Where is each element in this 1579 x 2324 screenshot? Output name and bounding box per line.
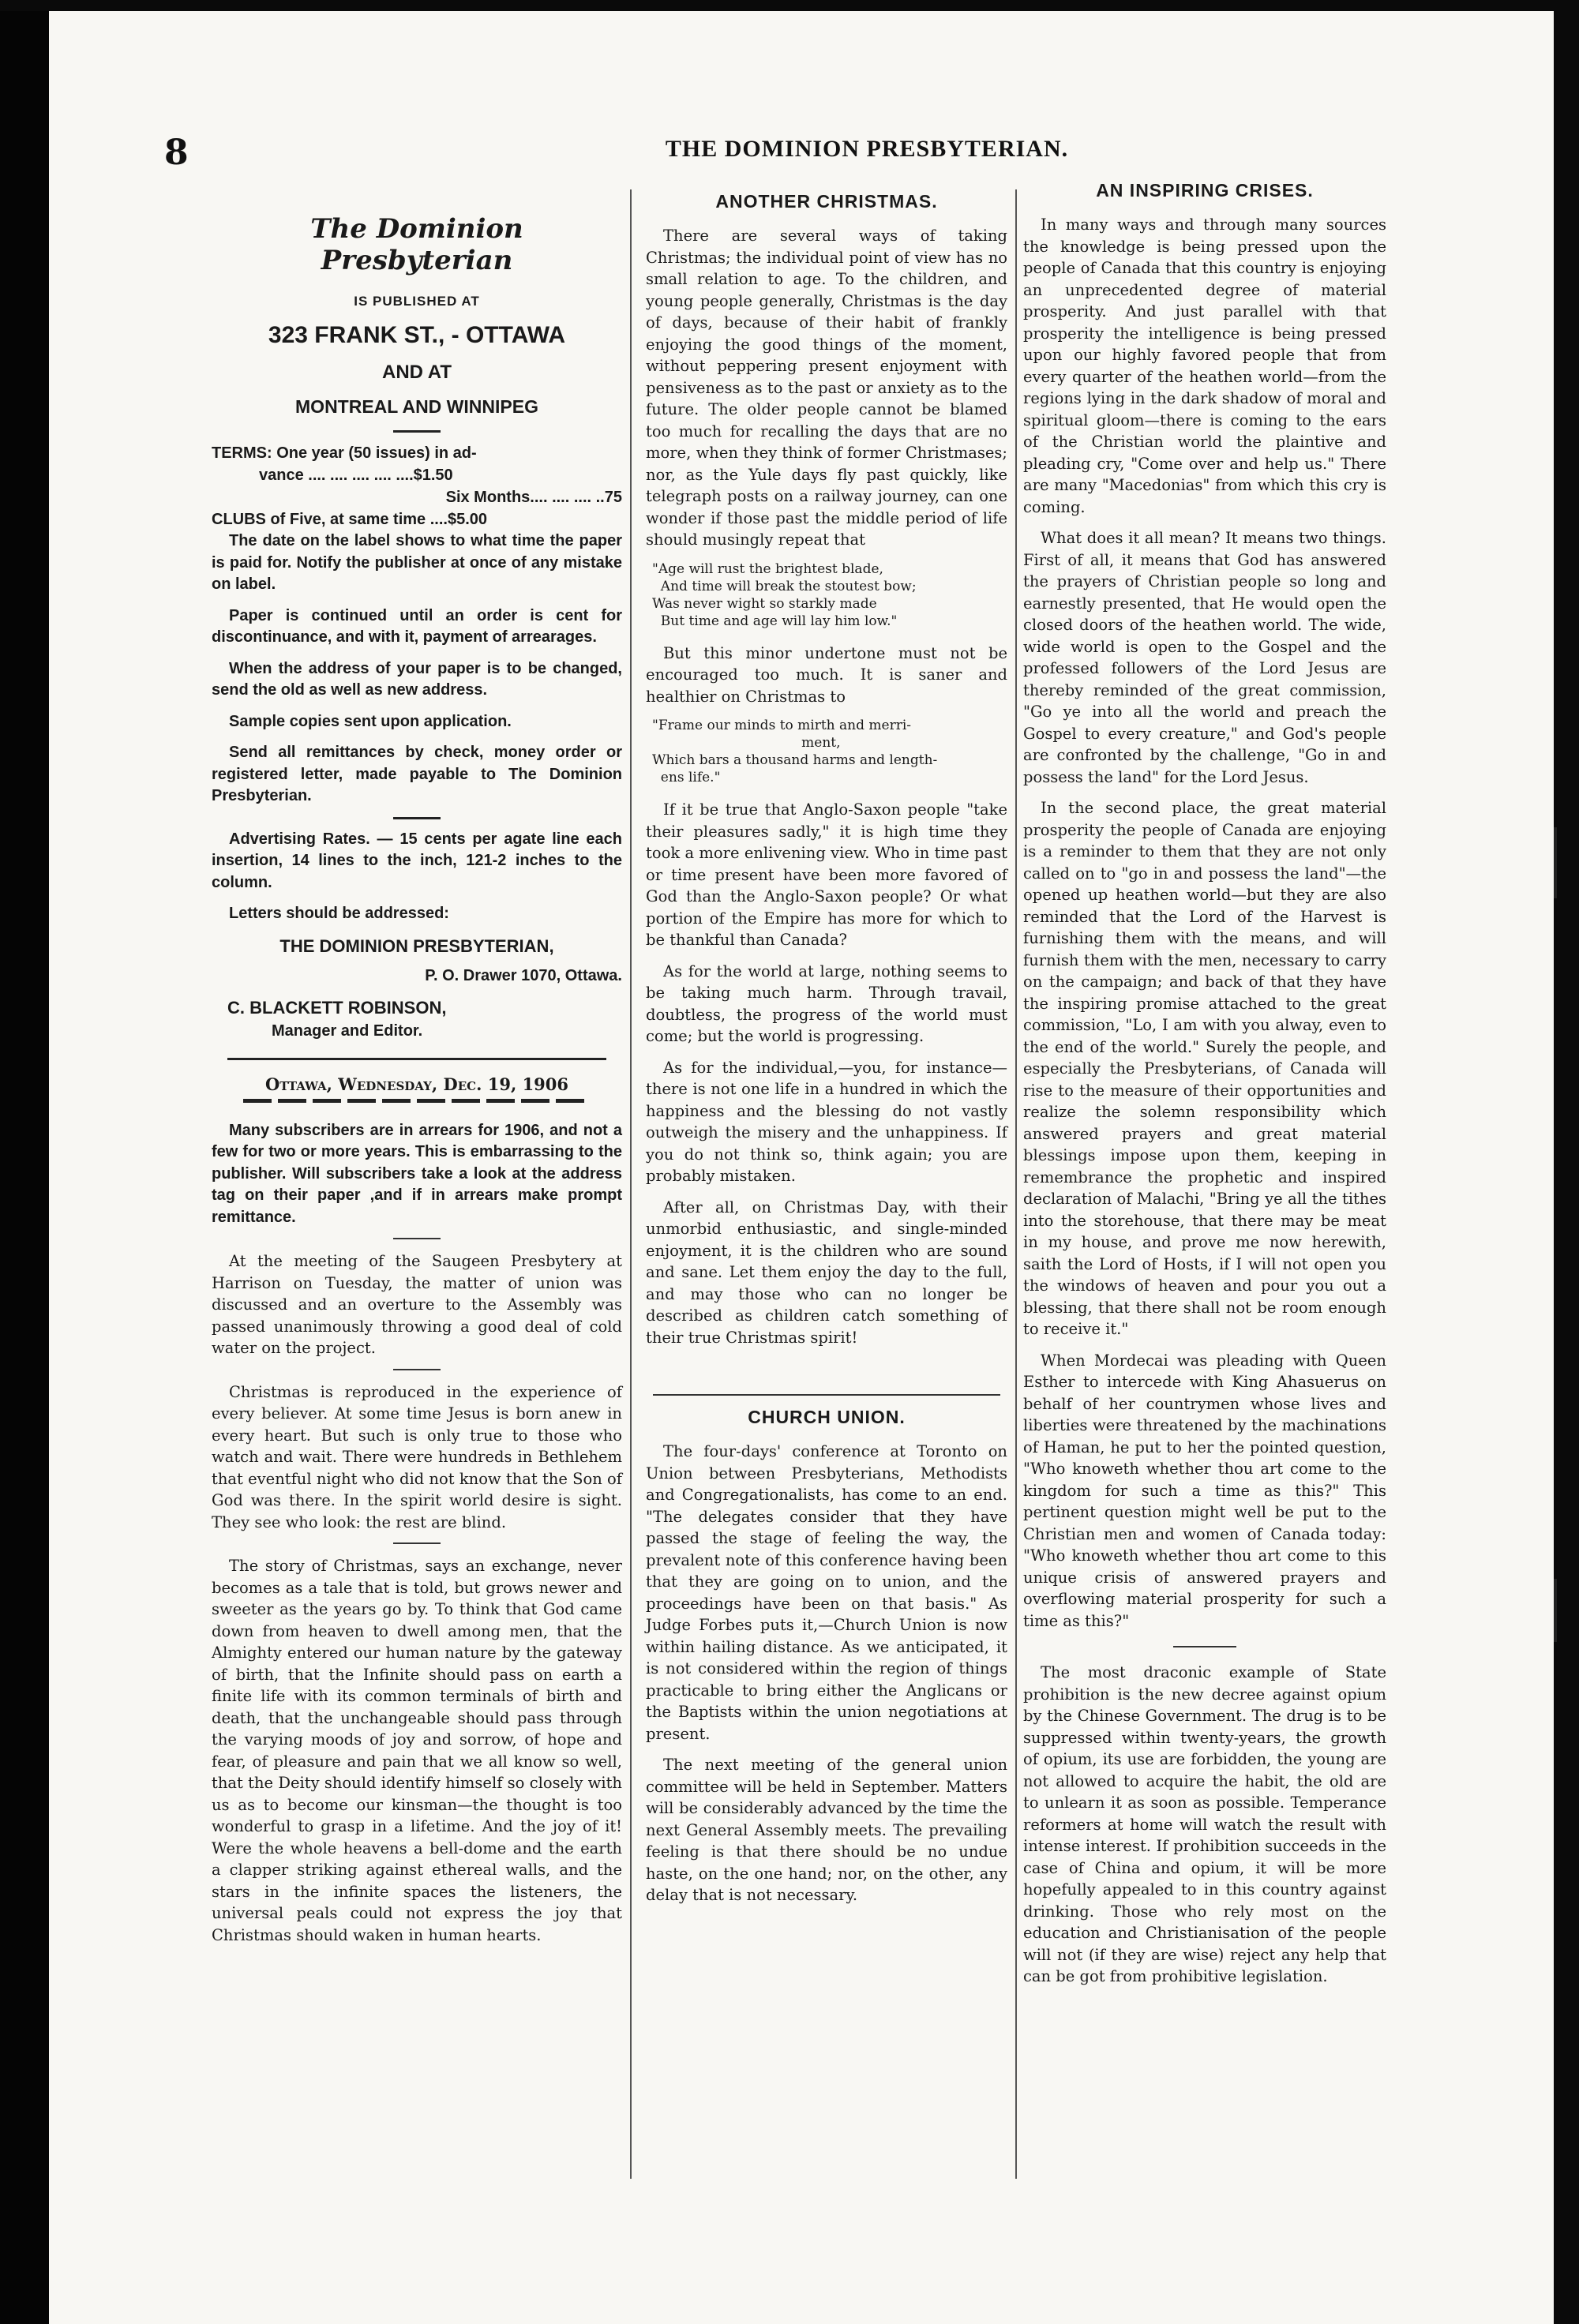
terms-notes <box>212 530 622 808</box>
story-of-christmas-note: The story of Christmas, says an exchange, never becomes as a tale that is told, but grows newer and sweeter as the years go by. To think that God came down from heaven to dwell among men, that the Almighty entered our human nature by the gateway of birth, that the Infinite should pass on earth a finite life with its common terminals of birth and death, that the unchangeable should pass through the varying moods of joy and sorrow, of hope and fear, of pleasure and pain that we all know so well, that the Deity should identify himself so closely with us as to become our kinsman—the thought is too wonderful to grasp in a lifetime. And the joy of it! Were the whole heavens a bell-dome and the earth a clapper striking against ethereal walls, and the stars in the infinite spaces the listeners, the universal peals could not express the joy that Christmas should waken in human hearts. <box>212 1557 622 1944</box>
editor-name: C. BLACKETT ROBINSON, <box>227 997 447 1018</box>
arrears-notice: Many subscribers are in arrears for 1906, and not a few for two or more years. This is embarrassing to the publisher. Will subscribers take a look at the address tag on their paper ,and if in arrears make prompt remittance. <box>212 1121 622 1226</box>
edge-mark <box>1554 827 1557 898</box>
poem-quote-age <box>646 560 1007 630</box>
masthead-address: 323 FRANK ST., - OTTAWA <box>268 322 566 348</box>
column-left <box>212 183 622 1955</box>
poem-line: Which bars a thousand harms and length- <box>652 752 938 768</box>
divider <box>393 1369 441 1370</box>
subscription-terms <box>212 442 622 530</box>
postal-address-drawer: P. O. Drawer 1070, Ottawa. <box>425 966 622 984</box>
another-christmas-heading: ANOTHER CHRISTMAS. <box>715 191 938 212</box>
advertising-rates: Advertising Rates. — 15 cents per agate line each insertion, 14 lines to the inch, 121-2 inches to the column. <box>212 830 622 891</box>
section-gap <box>646 1358 1007 1389</box>
poem-line: "Frame our minds to mirth and merri- <box>652 718 912 733</box>
church-union-paragraph: The next meeting of the general union committee will be held in September. Matters will be considerably advanced by the time the next General Assembly meets. The prevailing feeling is that there should be no undue haste, on the one hand; nor, on the other, any delay that is not necessary. <box>646 1756 1007 1904</box>
another-christmas-paragraph: If it be true that Anglo-Saxon people "take their pleasures sadly," it is high time they took a more enlivening view. Who in time past or time present have been more favored of God than the Anglo-Saxon people? Or what portion of the Empire has more for which to be thankful than Canada? <box>646 800 1007 949</box>
terms-paragraph: Paper is continued until an order is cent for discontinuance, and with it, payment of arrearages. <box>212 606 622 646</box>
poem-line: "Age will rust the brightest blade, <box>652 560 883 577</box>
inspiring-crises-paragraph: In many ways and through many sources the knowledge is being pressed upon the people of Canada that this country is enjoying an unprecedented degree of material prosperity. And just parallel with that prosperity the intelligence is being pressed upon our highly favored people that from every quarter of the heathen world—from the regions lying in the dark shadow of moral and spiritual gloom—there is coming to the ears of the Christian world the plaintive and pleading cry, "Come over and help us." There are many "Macedonias" from which this cry is coming. <box>1023 216 1386 516</box>
masthead-and-at: AND AT <box>382 362 452 383</box>
opium-paragraph: The most draconic example of State prohibition is the new decree against opium by the Chinese Government. The drug is to be suppressed within twenty-years, the growth of opium, its use are forbidden, the young are not allowed to acquire the habit, the old are to unlearn it as soon as possible. Temperance reformers at home will watch the result with intense interest. If prohibition succeeds in the case of China and opium, it will be more hopefully appealed to in this country against drinking. Those who rely most on the education and Christianisation of the people will not (if they are wise) reject any help that can be got from prohibitive legislation. <box>1023 1663 1386 1985</box>
divider <box>393 1542 441 1544</box>
dashed-divider <box>243 1099 591 1103</box>
christmas-reproduced-note: Christmas is reproduced in the experience of every believer. At some time Jesus is born anew in every heart. But such is only true to those who watch and wait. There were hundreds in Bethlehem that eventful night who did not know that the Son of God was there. In the spirit world desire is sight. They see who look: the rest are blind. <box>212 1382 622 1531</box>
masthead-cities: MONTREAL AND WINNIPEG <box>295 396 538 417</box>
column-rule <box>1015 189 1017 2179</box>
scan-border-right <box>1554 0 1579 2324</box>
masthead-published-at: IS PUBLISHED AT <box>354 294 480 309</box>
divider <box>1173 1646 1236 1647</box>
inspiring-crises-paragraph: In the second place, the great material prosperity the people of Canada are enjoying is a reminder to them that they are not only called on to "go in and possess the land"—the opened up heathen world—but they are also reminded that the Lord of the Harvest is furnishing them with the means, and will furnish them with the men, necessary to carry on the campaign; and back of that they have the inspiring promise attached to the great commission, "Lo, I am with you alway, even to the end of the world." Surely the people, and especially the Presbyterians, of Canada will rise to the measure of their opportunities and realize the solemn responsibility which answered prayers and great material blessings impose upon them, keeping in remembrance the prophetic and inspired declaration of Malachi, "Bring ye all the tithes into the storehouse, that there may be meat in my house, and prove me now herewith, saith the Lord of Hosts, if I will not open you the windows of heaven and pour you out a blessing, that there shall not be room enough to receive it." <box>1023 799 1386 1338</box>
poem-line: ment, <box>652 735 841 751</box>
poem-line: Was never wight so starkly made <box>652 595 877 612</box>
masthead-title: The Dominion Presbyterian <box>310 213 523 276</box>
postal-address-name: THE DOMINION PRESBYTERIAN, <box>279 935 554 956</box>
terms-line: Six Months.... .... .... ..75 <box>445 489 622 506</box>
terms-paragraph: Sample copies sent upon application. <box>229 712 512 730</box>
page-number: 8 <box>164 133 189 173</box>
saugeen-note: At the meeting of the Saugeen Presbytery at Harrison on Tuesday, the matter of union was discussed and an overture to the Assembly was passed unanimously throwing a good deal of cold water on the project. <box>212 1252 622 1357</box>
poem-line: But time and age will lay him low." <box>652 613 898 629</box>
poem-line: And time will break the stoutest bow; <box>652 578 917 594</box>
inspiring-crises-paragraph: What does it all mean? It means two things. First of all, it means that God has answered the prayers of Christian people so long and earnestly presented, that He would open the closed doors of the heathen world. The wide, wide world is open to the Gospel and the professed followers of the Lord Jesus are thereby reminded of the great commission, "Go ye into all the world and preach the Gospel to every creature," and God's people are confronted by the challenge, "Go in and possess the land" for the Lord Jesus. <box>1023 529 1386 786</box>
another-christmas-paragraph: As for the individual,—you, for instance—there is not one life in a hundred in which the happiness and the blessing do not vastly outweigh the misery and the unhappiness. If you do not think so, think again; you are probably mistaken. <box>646 1058 1007 1185</box>
divider <box>653 1394 1000 1396</box>
inspiring-crises-heading: AN INSPIRING CRISES. <box>1096 180 1314 201</box>
divider <box>393 1238 441 1239</box>
poem-quote-mirth <box>646 717 1007 786</box>
column-middle <box>646 191 1007 1916</box>
running-head: THE DOMINION PRESBYTERIAN. <box>665 136 1069 162</box>
terms-paragraph: When the address of your paper is to be changed, send the old as well as new address. <box>212 659 622 699</box>
scan-border-left <box>0 0 49 2324</box>
terms-line: vance .... .... .... .... ....$1.50 <box>259 467 453 484</box>
inspiring-crises-paragraph: When Mordecai was pleading with Queen Esther to intercede with King Ahasuerus on behalf of her countrymen whose lives and liberties were threatened by the machinations of Haman, he put to her the pointed question, "Who knoweth whether thou art come to the kingdom for such a time as this?" This pertinent question might well be put to the Christian men and women of Canada today: "Who knoweth whether thou art come to this unique crisis of answered prayers and overflowing material prosperity for such a time as this?" <box>1023 1351 1386 1630</box>
column-right <box>1023 180 1386 1997</box>
another-christmas-paragraph: After all, on Christmas Day, with their unmorbid enthusiastic, and single-minded enjoyment, it is the children who are sound and sane. Let them enjoy the day to the full, and may those who can no longer be described as children catch something of their true Christmas spirit! <box>646 1198 1007 1347</box>
church-union-heading: CHURCH UNION. <box>748 1407 906 1427</box>
another-christmas-paragraph: There are several ways of taking Christmas; the individual point of view has no small relation to age. To the children, and young people generally, Christmas is the day of days, because of their habit of frankly enjoying the good things of the moment, without peppering present enjoyment with pensiveness as to the past or anxiety as to the future. The older people cannot be blamed too much for recalling the days that are no more, when they think of former Christmases; nor, as the Yule days fly past quickly, like telegraph posts on a railway journey, can one wonder if those past the middle period of life should musingly repeat that <box>646 227 1007 549</box>
poem-line: ens life." <box>652 770 721 785</box>
divider <box>393 430 441 433</box>
another-christmas-paragraph: As for the world at large, nothing seems to be taking much harm. Through travail, doubtless, the progress of the world must come; but the world is progressing. <box>646 961 1007 1045</box>
terms-line: TERMS: One year (50 issues) in ad- <box>212 444 477 462</box>
divider <box>393 817 441 819</box>
church-union-paragraph: The four-days' conference at Toronto on Union between Presbyterians, Methodists and Congregationalists, has come to an end. "The delegates consider that they have passed the stage of feeling the way, the prevalent note of this conference having been that they are going on to union, and the proceedings have been on that basis." As Judge Forbes puts it,—Church Union is now within hailing distance. As we anticipated, it is not considered within the region of things practicable to bring either the Anglicans or the Baptists within the union negotiations at present. <box>646 1442 1007 1743</box>
terms-paragraph: Send all remittances by check, money order or registered letter, made payable to The Dominion Presbyterian. <box>212 744 622 804</box>
editor-title: Manager and Editor. <box>272 1021 423 1040</box>
scan-border-top <box>0 0 1579 11</box>
letters-addressed: Letters should be addressed: <box>229 905 449 922</box>
advertising-block <box>212 829 622 925</box>
dateline: Ottawa, Wednesday, Dec. 19, 1906 <box>264 1074 569 1094</box>
edge-mark <box>1554 1579 1557 1642</box>
column-rule <box>630 189 632 2179</box>
another-christmas-paragraph: But this minor undertone must not be encouraged too much. It is saner and healthier on Christmas to <box>646 643 1007 706</box>
terms-paragraph: The date on the label shows to what time the paper is paid for. Notify the publisher at once of any mistake on label. <box>212 532 622 593</box>
divider <box>227 1058 606 1060</box>
terms-line: CLUBS of Five, at same time ....$5.00 <box>212 511 488 528</box>
